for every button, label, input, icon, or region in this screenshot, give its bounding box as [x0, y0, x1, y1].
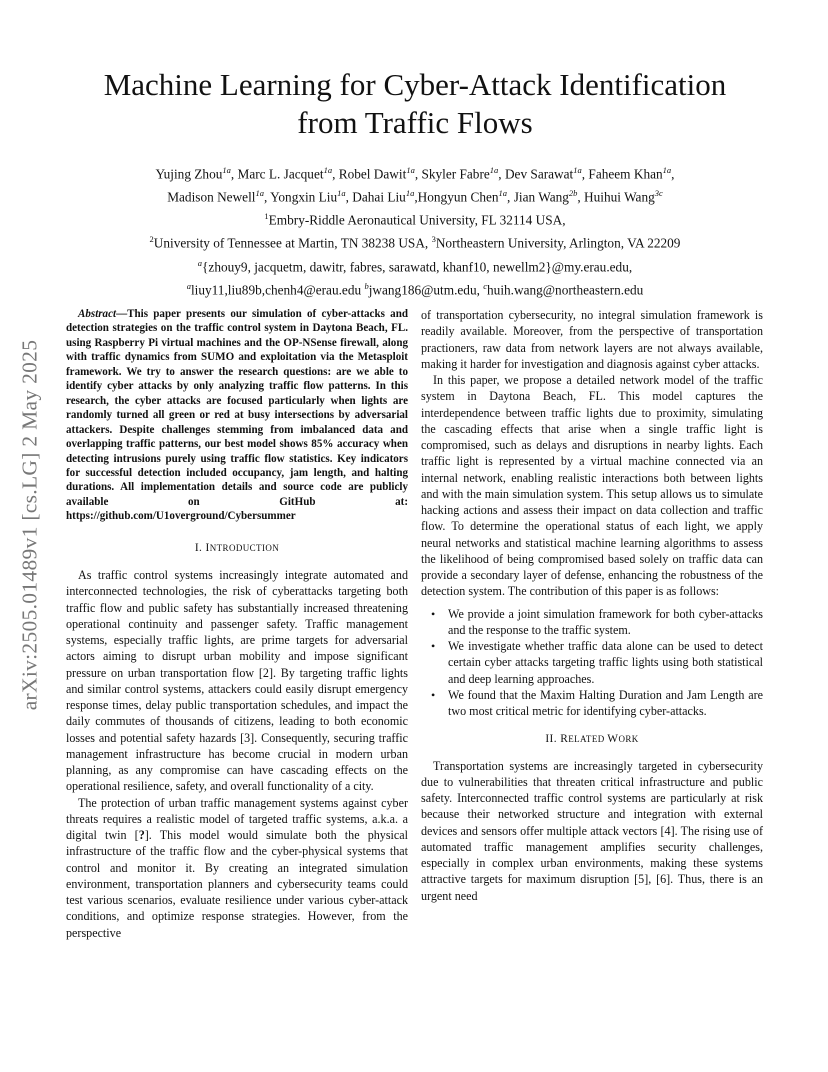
list-item-text: We investigate whether traffic data alone can be used to detect certain cyber attacks targeting traffic lights using both statistical and deep learning approaches.: [448, 639, 763, 686]
author-affiliation-marker: 1a: [222, 165, 231, 175]
author-affiliation-marker: 1a: [406, 165, 415, 175]
paragraph-text: The protection of urban traffic management systems against cyber threats requires a realistic model of targeted traffic systems, a.k.a. a digital twin [: [66, 795, 408, 843]
email-text: {zhouy9, jacquetm, dawitr, fabres, sarawatd, khanf10, newellm2}@my.erau.edu,: [202, 258, 633, 274]
section-smallcaps: NTRODUCTION: [209, 542, 280, 553]
affiliation-line-1: [62, 207, 768, 230]
left-column: [66, 307, 408, 941]
author-affiliation-marker: 2b: [568, 188, 578, 199]
author-line-1: [62, 161, 768, 184]
author-name: Yongxin Liu: [270, 189, 338, 205]
section-initial: W: [607, 733, 619, 746]
email-text: jwang186@utm.edu,: [368, 282, 484, 298]
author-affiliation-marker: 1a: [337, 188, 346, 199]
author-separator: ,: [577, 189, 585, 205]
title-line-2: from Traffic Flows: [297, 105, 533, 140]
abstract-label: Abstract: [78, 308, 117, 320]
author-separator: ,: [581, 166, 589, 182]
author-separator: ,: [414, 189, 418, 205]
arxiv-sidebar-identifier: [14, 290, 46, 760]
author-affiliation-marker: 1a: [662, 165, 672, 175]
author-separator: ,: [263, 189, 271, 205]
author-separator: ,: [230, 166, 238, 182]
author-block: [62, 161, 768, 300]
intro-paragraph-1: As traffic control systems increasingly integrate automated and interconnected technologies, the risk of cyberattacks targeting both traffic flow and public safety has substantially increased threatening operational continuity and passenger safety. Traffic management systems, especially traffic lights, are prime targets for adversarial actors aiming to disrupt urban mobility and impose significant pressure on urban transportation flow [2]. By targeting traffic lights and similar control systems, attackers could easily disrupt emergency response times, delay public transportation schedules, and impact the daily commutes of thousands of citizens, leading to both economic losses and potential safety hazards [3]. Consequently, securing traffic management infrastructure has become crucial in modern urban planning, as any compromise can have cascading effects on the operational resilience, safety, and overall functionality of a city.: [66, 568, 408, 794]
affiliation-text: Embry-Riddle Aeronautical University, FL 32114 USA,: [268, 212, 566, 228]
affiliation-marker: 2: [149, 234, 154, 245]
bullet: •: [431, 687, 436, 702]
abstract: [66, 307, 408, 524]
section-smallcaps: ORK: [618, 734, 639, 745]
author-affiliation-marker: 1a: [255, 188, 264, 199]
author-separator: ,: [507, 189, 514, 205]
author-affiliation-marker: 1a: [405, 188, 415, 199]
author-name: Skyler Fabre: [421, 166, 490, 182]
abstract-text: —This paper presents our simulation of cyber-attacks and detection strategies on the traffic control system in Daytona Beach, FL. using Raspberry Pi virtual machines and the OP-NSense firewall, along with traffic dynamics from SUMO and exploitation via the Metasploit framework. We try to answer the research questions: are we able to identify cyber attacks by only analyzing traffic flow patterns. In this research, the cyber attacks are focused particularly when lights are randomly turned all green or red at busy intersections by adversarial attackers. Despite challenges stemming from imbalanced data and overlapping traffic patterns, our best model shows 85% accuracy when detecting intrusions purely using traffic flow statistics. Key indicators for successful detection included occupancy, jam length, and halting durations. All implementation details and source code are publicly available on GitHub at: https://github.com/U1overground/Cybersummer: [66, 308, 408, 523]
author-affiliation-marker: 1a: [489, 165, 499, 175]
author-name: Dahai Liu: [352, 189, 406, 205]
author-name: Yujing Zhou: [155, 166, 223, 182]
author-affiliation-marker: 1a: [323, 165, 333, 175]
affiliation-line-2: [62, 230, 768, 253]
list-item: [421, 606, 763, 639]
bullet: •: [431, 639, 436, 653]
author-separator: ,: [671, 166, 675, 182]
email-line-1: [62, 254, 768, 277]
paper-title: [60, 66, 770, 142]
arxiv-id-text: arXiv:2505.01489v1 [cs.LG] 2 May 2025: [17, 339, 42, 711]
contribution-list: [421, 606, 763, 720]
list-item: [421, 687, 763, 720]
section-initial: R: [560, 733, 569, 746]
email-line-2: [62, 277, 768, 300]
bullet: •: [431, 606, 436, 621]
intro-paragraph-2: [66, 795, 408, 941]
section-heading-related-work: [421, 731, 763, 747]
author-name: Marc L. Jacquet: [237, 166, 324, 182]
affiliation-text: Northeastern University, Arlington, VA 22209: [435, 235, 681, 251]
intro-paragraph-2-continued: of transportation cybersecurity, no integral simulation framework is readily available. Moreover, from the perspective of transportation practioners, raw data from network layers are not always available, making it harder for investigation and diagnosis against cyber attacks.: [421, 308, 763, 371]
author-name: Dev Sarawat: [504, 166, 574, 182]
author-name: Robel Dawit: [338, 166, 407, 182]
author-separator: ,: [414, 166, 422, 182]
author-name: Jian Wang: [513, 189, 569, 205]
email-text: liuy11,liu89b,chenh4@erau.edu: [190, 282, 365, 298]
author-affiliation-marker: 3c: [654, 188, 663, 199]
section-numeral: II.: [545, 733, 561, 746]
author-line-2: [62, 184, 768, 207]
email-marker: b: [364, 280, 369, 291]
author-name: Huihui Wang: [584, 189, 655, 205]
author-affiliation-marker: 1a: [573, 165, 582, 175]
email-marker: a: [186, 280, 191, 291]
list-item-text: We found that the Maxim Halting Duration and Jam Length are two most critical metric for identifying cyber-attacks.: [448, 687, 763, 718]
section-numeral: I.: [194, 541, 206, 554]
intro-paragraph-3: In this paper, we propose a detailed network model of the traffic system in Daytona Beach, FL. This model captures the interdependence between traffic lights due to proximity, simulating the cascading effects that arise when a single traffic light is compromised, such as delays and disruptions in nearby lights. Each traffic light is represented by a virtual machine connected via an internal network, enabling realistic interactions both between lights and with the main simulation system. This setup allows us to simulate hacking actions and assess their impact on data collection and traffic flow. To determine the operational status of each light, we apply neural networks and statistical machine learning algorithms to assess the likelihood of being compromised based solely on traffic data can provide a secondary layer of defense, enhancing the robustness of the detection system. The contribution of this paper is as follows:: [421, 373, 763, 599]
related-work-paragraph-1: Transportation systems are increasingly targeted in cybersecurity due to vulnerabilities that threaten critical infrastructure and public safety. Interconnected traffic control systems are particularly at risk because their networked structure and integration with external devices and sensors offer multiple attack vectors [4]. The rising use of automated traffic management amplifies security challenges, especially in complex urban environments, making these systems attractive targets for maximum disruption [5], [6]. Thus, there is an urgent need: [421, 758, 763, 903]
section-heading-introduction: [66, 540, 408, 556]
email-marker: a: [197, 257, 203, 268]
title-line-1: Machine Learning for Cyber-Attack Identification: [103, 67, 727, 102]
author-name: Hongyun Chen: [417, 189, 499, 205]
author-name: Madison Newell: [167, 189, 256, 205]
author-name: Faheem Khan: [588, 166, 663, 182]
affiliation-marker: 1: [264, 211, 269, 222]
affiliation-text: University of Tennessee at Martin, TN 38238 USA,: [153, 235, 432, 251]
email-marker: c: [483, 280, 488, 291]
author-separator: ,: [332, 166, 339, 182]
paragraph-text: ]. This model would simulate both the physical infrastructure of the traffic flow and the cyber-physical systems that control and monitor it. By creating an integrated simulation environment, transportation planners and cybersecurity teams could test various scenarios, evaluate resilience under various cyber-attack conditions, and optimize response strategies. However, from the perspective: [66, 828, 409, 940]
author-separator: ,: [345, 189, 353, 205]
author-affiliation-marker: 1a: [498, 188, 508, 199]
section-smallcaps: ELATED: [568, 734, 608, 745]
list-item-text: We provide a joint simulation framework for both cyber-attacks and the response to the traffic system.: [448, 606, 763, 637]
missing-citation: ?: [138, 828, 145, 843]
section-initial: I: [205, 541, 210, 554]
affiliation-marker: 3: [431, 234, 436, 245]
right-column: [421, 307, 763, 904]
list-item: [421, 638, 763, 687]
author-separator: ,: [498, 166, 505, 182]
email-text: huih.wang@northeastern.edu: [487, 282, 644, 298]
